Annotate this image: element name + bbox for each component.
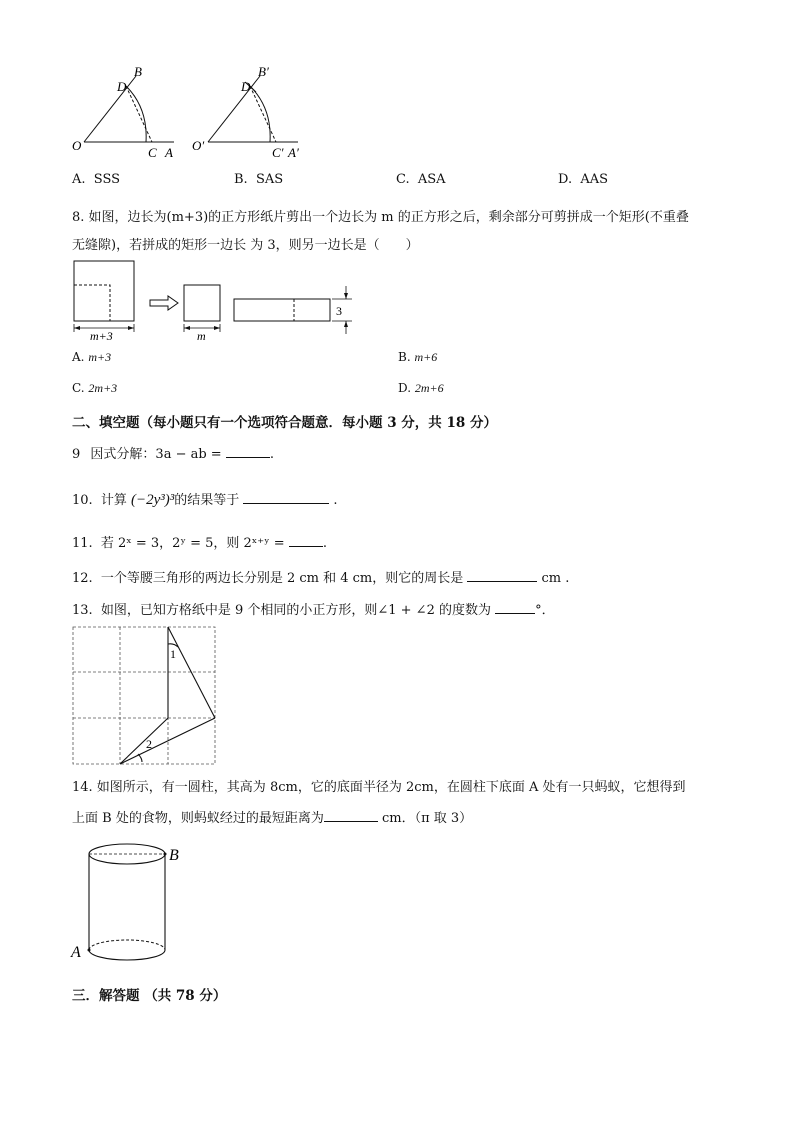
section-3-heading: 三．解答题 （共 78 分） [72, 988, 227, 1004]
q12: 12. 一个等腰三角形的两边长分别是 2 cm 和 4 cm，则它的周长是 cm . [72, 571, 570, 586]
q11-answer-blank[interactable] [289, 534, 323, 547]
q11: 11. 若 2ˣ = 3，2ʸ = 5，则 2ˣ⁺ʸ = . [72, 536, 327, 551]
q13-answer-blank[interactable] [495, 601, 535, 614]
q13-grid-figure [72, 626, 218, 766]
q9: 9 因式分解：3a − ab = . [72, 447, 274, 462]
q8-stem-line1: 8. 如图，边长为(m+3)的正方形纸片剪出一个边长为 m 的正方形之后，剩余部分可剪拼成一个矩形(不重叠 [72, 210, 689, 225]
q8-label-m-plus-3: m+3 [90, 329, 113, 343]
label-A-prime: A′ [288, 145, 299, 160]
point-A-label: A [71, 944, 81, 961]
angle-2-label: 2 [146, 737, 152, 751]
label-D: D [117, 79, 127, 94]
q7-option-d: D. AAS [558, 172, 609, 187]
q8-figure [70, 258, 360, 344]
q14-answer-blank[interactable] [324, 809, 378, 822]
label-A: A [165, 145, 173, 160]
q8-option-c: C. 2m+3 [72, 381, 118, 395]
q12-answer-blank[interactable] [467, 569, 537, 582]
label-D: D [241, 79, 251, 94]
point-B-label: B [169, 847, 179, 864]
q14-line2: 上面 B 处的食物，则蚂蚁经过的最短距离为 cm．（π 取 3） [72, 811, 473, 826]
q8-option-a: A. m+3 [72, 350, 112, 364]
q8-option-b: B. m+6 [398, 350, 438, 364]
q9-answer-blank[interactable] [226, 445, 270, 458]
label-C-prime: C′ [272, 145, 284, 160]
label-O: O [72, 138, 82, 153]
q10-answer-blank[interactable] [243, 491, 329, 504]
section-2-heading: 二、填空题（每小题只有一个选项符合题意．每小题 3 分，共 18 分） [72, 415, 497, 431]
q7-option-c: C. ASA [396, 172, 446, 187]
label-B: B [134, 64, 142, 79]
q7-figure-1 [66, 62, 186, 162]
label-B-prime: B′ [258, 64, 269, 79]
q10: 10. 计算 (−2y³)³的结果等于 . [72, 492, 338, 508]
label-O-prime: O′ [192, 138, 205, 153]
angle-1-label: 1 [170, 647, 176, 661]
q14-line1: 14. 如图所示，有一圆柱，其高为 8cm，它的底面半径为 2cm，在圆柱下底面 A 处有一只蚂蚁，它想得到 [72, 780, 686, 795]
q7-figure-2 [190, 62, 320, 162]
q8-label-3: 3 [336, 304, 342, 318]
q8-option-d: D. 2m+6 [398, 381, 444, 395]
q13: 13. 如图，已知方格纸中是 9 个相同的小正方形，则∠1 + ∠2 的度数为 °． [72, 603, 555, 618]
label-C: C [148, 145, 157, 160]
q8-stem-line2: 无缝隙)，若拼成的矩形一边长 为 3，则另一边长是（ ） [72, 238, 419, 253]
q7-option-b: B. SAS [234, 172, 284, 187]
q7-option-a: A. SSS [72, 172, 121, 187]
q8-label-m: m [197, 329, 206, 343]
q14-cylinder-figure [68, 836, 188, 966]
